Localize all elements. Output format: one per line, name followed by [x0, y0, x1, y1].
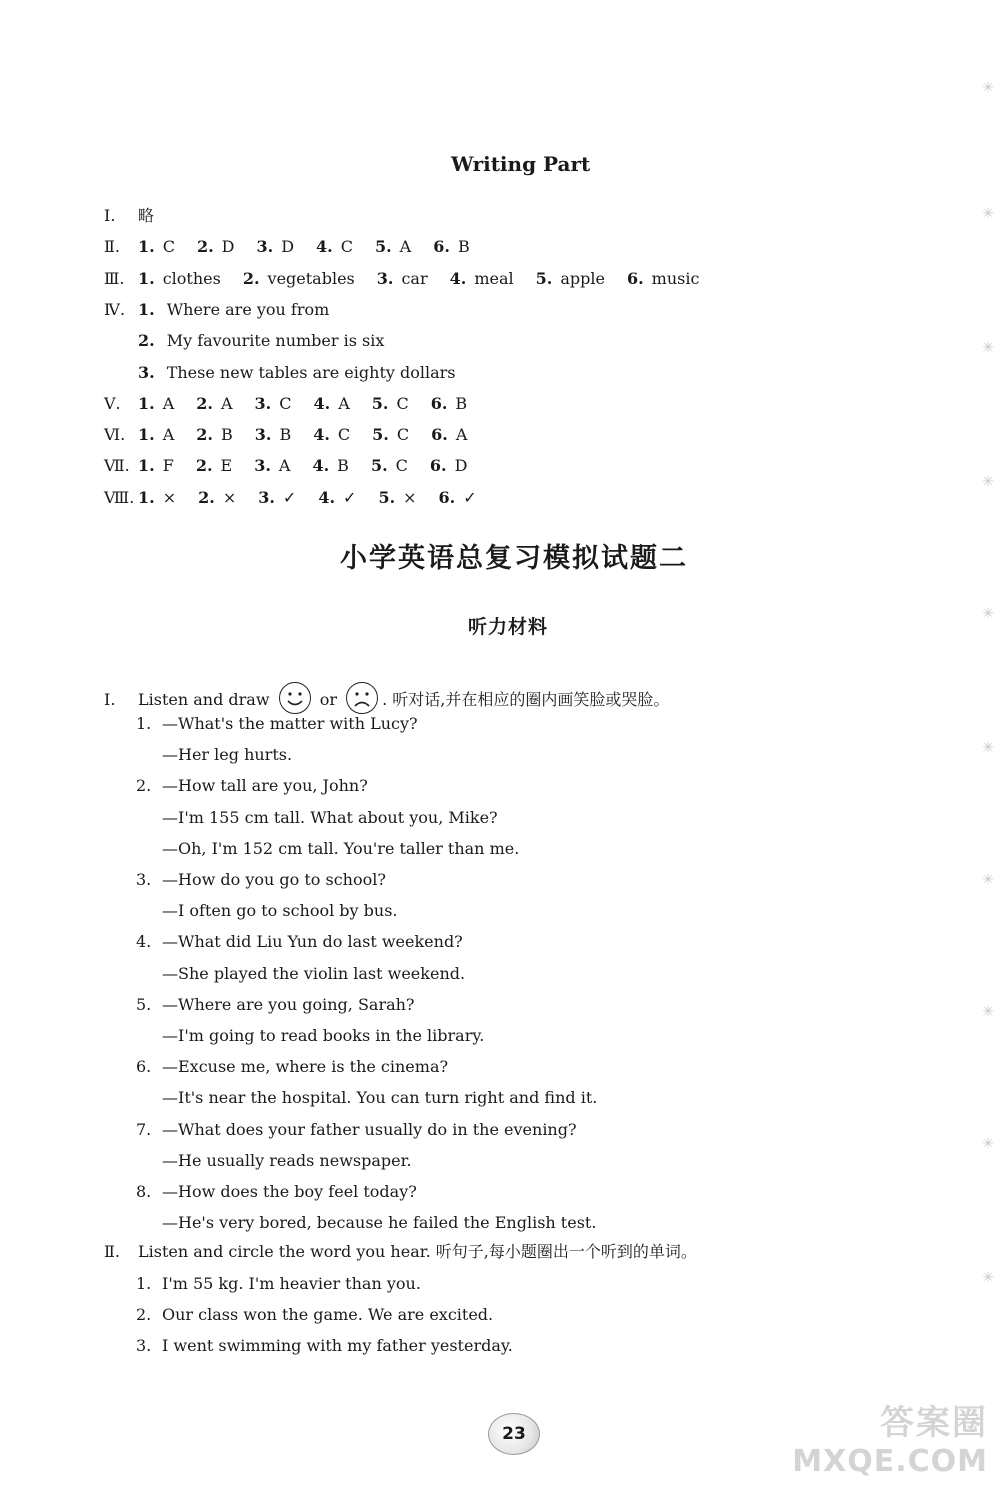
dialogue-line	[136, 714, 418, 734]
dialogue-text: —I'm 155 cm tall. What about you, Mike?	[162, 808, 498, 827]
dialogue-number: 6.	[136, 1057, 152, 1076]
answer-item	[372, 425, 409, 445]
answer-line	[104, 488, 477, 508]
answer-item	[138, 488, 176, 508]
answer-value: C	[340, 237, 353, 256]
dialogue-text: —She played the violin last weekend.	[162, 964, 466, 983]
answer-value: C	[395, 456, 408, 475]
answer-item	[258, 488, 296, 508]
sentence-number: 1.	[136, 1274, 152, 1293]
part1-roman: Ⅰ.	[104, 690, 116, 709]
answer-item	[318, 488, 356, 508]
edge-mark: ✳	[982, 206, 994, 222]
answer-line	[104, 237, 470, 257]
answer-item	[431, 394, 467, 414]
sad-face-icon	[346, 682, 378, 714]
answer-line	[104, 331, 384, 351]
answer-value: C	[396, 394, 409, 413]
answer-number: 1.	[138, 425, 155, 444]
section-roman: Ⅴ.	[104, 394, 121, 413]
answer-number: 4.	[316, 237, 333, 256]
section-roman: Ⅱ.	[104, 237, 120, 256]
dialogue-line	[136, 839, 519, 859]
dialogue-line	[136, 932, 463, 952]
answer-value: F	[162, 456, 174, 475]
answer-item	[378, 488, 416, 508]
dialogue-line	[136, 808, 498, 828]
dialogue-line	[136, 1088, 597, 1108]
answer-line	[104, 206, 154, 226]
answer-number: 3.	[376, 269, 394, 288]
answer-item	[372, 394, 409, 414]
answer-value: E	[220, 456, 233, 475]
section-roman: Ⅵ.	[104, 425, 126, 444]
answer-value: C	[279, 394, 292, 413]
answer-item	[433, 237, 469, 257]
dialogue-line	[136, 995, 415, 1015]
answer-value: vegetables	[267, 269, 355, 288]
answer-line	[104, 363, 456, 383]
dialogue-line	[136, 776, 368, 796]
answer-number: 1.	[138, 237, 155, 256]
answer-value: D	[454, 456, 468, 475]
answer-number: 6.	[626, 269, 644, 288]
answer-number: 6.	[438, 488, 456, 507]
edge-mark: ✳	[982, 1136, 994, 1152]
watermark-logo	[792, 1395, 988, 1479]
answer-number: 3.	[254, 394, 272, 413]
answer-number: 2.	[198, 488, 215, 507]
answer-item	[450, 269, 514, 289]
dialogue-number: 1.	[136, 714, 152, 733]
answer-item	[371, 456, 408, 476]
part1-instruction	[104, 682, 669, 714]
sentence-line	[136, 1336, 513, 1356]
answer-item	[198, 488, 236, 508]
answer-item	[138, 237, 175, 257]
answer-value: ✓	[282, 488, 297, 507]
answer-value: A	[278, 456, 291, 475]
section-roman: Ⅶ.	[104, 456, 130, 475]
answer-item	[197, 237, 235, 257]
edge-mark: ✳	[982, 340, 994, 356]
answer-number: 1.	[138, 269, 155, 288]
answer-value: D	[221, 237, 235, 256]
edge-mark: ✳	[982, 740, 994, 756]
answer-number: 6.	[430, 394, 448, 413]
answer-item	[255, 425, 291, 445]
answer-value: A	[338, 394, 350, 413]
answer-value: meal	[474, 269, 514, 288]
answer-number: 2.	[196, 425, 213, 444]
smiley-face-icon	[279, 682, 311, 714]
dialogue-number: 2.	[136, 776, 152, 795]
answer-number: 5.	[374, 237, 392, 256]
edge-mark: ✳	[982, 1270, 994, 1286]
edge-mark: ✳	[982, 606, 994, 622]
sentence-line	[136, 1274, 421, 1294]
answer-item	[256, 237, 294, 257]
answer-item	[312, 456, 348, 476]
sentence-text: Our class won the game. We are excited.	[162, 1305, 494, 1324]
answer-item	[196, 456, 232, 476]
answer-number: 3.	[258, 488, 275, 507]
dialogue-text: —Excuse me, where is the cinema?	[162, 1057, 449, 1076]
dialogue-line	[136, 1120, 577, 1140]
dialogue-text: —It's near the hospital. You can turn right and find it.	[162, 1088, 598, 1107]
answer-value: ×	[222, 488, 237, 507]
section-roman: Ⅲ.	[104, 269, 125, 288]
answer-number: 4.	[318, 488, 336, 507]
answer-line	[104, 456, 467, 476]
dialogue-text: —How does the boy feel today?	[162, 1182, 417, 1201]
edge-mark: ✳	[982, 80, 994, 96]
answer-number: 2.	[242, 269, 260, 288]
part1-instruction-pre: Listen and draw	[138, 690, 270, 709]
answer-line	[104, 300, 329, 320]
answer-value: clothes	[162, 269, 221, 288]
part2-instruction-line	[104, 1242, 697, 1262]
answer-value: B	[279, 425, 292, 444]
section-roman: Ⅳ.	[104, 300, 126, 319]
answer-item	[138, 394, 174, 414]
dialogue-number: 7.	[136, 1120, 152, 1139]
answer-value: C	[337, 425, 351, 444]
answer-text: 略	[138, 206, 155, 225]
sentence-text: I'm 55 kg. I'm heavier than you.	[162, 1274, 421, 1293]
answer-group	[138, 425, 467, 445]
answer-number: 6.	[433, 237, 450, 256]
answer-number: 4.	[449, 269, 467, 288]
answer-value: C	[162, 237, 175, 256]
listening-title: 听力材料	[468, 616, 549, 638]
dialogue-line	[136, 1151, 412, 1171]
answer-group	[138, 488, 477, 508]
answer-number: 4.	[313, 394, 331, 413]
answer-number: 5.	[535, 269, 553, 288]
dialogue-line	[136, 901, 398, 921]
dialogue-text: —Where are you going, Sarah?	[162, 995, 415, 1014]
sentence-number: 2.	[136, 1305, 152, 1324]
dialogue-number: 3.	[136, 870, 152, 889]
answer-value: A	[399, 237, 412, 256]
answer-value: ×	[162, 488, 177, 507]
dialogue-line	[136, 745, 292, 765]
sentence-line	[136, 1305, 493, 1325]
answer-value: ✓	[463, 488, 477, 507]
answer-item	[431, 425, 467, 445]
dialogue-line	[136, 1057, 448, 1077]
answer-value: apple	[560, 269, 605, 288]
dialogue-text: —Oh, I'm 152 cm tall. You're taller than me.	[162, 839, 520, 858]
sentence-text: I went swimming with my father yesterday.	[162, 1336, 513, 1355]
writing-part-title: Writing Part	[451, 152, 591, 176]
answer-text: These new tables are eighty dollars	[166, 363, 456, 382]
dialogue-text: —He usually reads newspaper.	[162, 1151, 412, 1170]
answer-number: 3.	[254, 425, 272, 444]
dialogue-text: —I often go to school by bus.	[162, 901, 398, 920]
answer-number: 1.	[138, 394, 155, 413]
answer-number: 5.	[378, 488, 396, 507]
answer-item	[196, 394, 232, 414]
answer-item	[313, 394, 349, 414]
dialogue-text: —What's the matter with Lucy?	[162, 714, 418, 733]
dialogue-text: —He's very bored, because he failed the English test.	[162, 1213, 597, 1232]
answer-number: 3.	[256, 237, 274, 256]
answer-group	[138, 456, 467, 476]
answer-item	[196, 425, 232, 445]
dialogue-text: —How tall are you, John?	[162, 776, 368, 795]
answer-number: 2.	[138, 331, 155, 350]
dialogue-line	[136, 1213, 596, 1233]
answer-group	[138, 269, 699, 289]
answer-value: B	[457, 237, 470, 256]
answer-number: 3.	[254, 456, 271, 475]
answer-value: A	[220, 394, 233, 413]
part1-instruction-or: or	[319, 690, 338, 709]
edge-mark: ✳	[982, 872, 994, 888]
dialogue-line	[136, 1026, 484, 1046]
answer-number: 4.	[312, 456, 330, 475]
dialogue-text: —How do you go to school?	[162, 870, 386, 889]
answer-text: Where are you from	[166, 300, 330, 319]
answer-item	[313, 425, 350, 445]
answer-line	[104, 394, 467, 414]
dialogue-text: —Her leg hurts.	[162, 745, 293, 764]
answer-item	[316, 237, 353, 257]
answer-item	[138, 425, 174, 445]
answer-item	[254, 456, 290, 476]
dialogue-number: 4.	[136, 932, 152, 951]
dialogue-text: —What does your father usually do in the evening?	[162, 1120, 577, 1139]
edge-mark: ✳	[982, 474, 994, 490]
test-title: 小学英语总复习模拟试题二	[340, 543, 688, 574]
answer-number: 2.	[195, 456, 213, 475]
answer-item	[377, 269, 428, 289]
answer-item	[243, 269, 355, 289]
answer-item	[255, 394, 292, 414]
answer-group	[138, 394, 467, 414]
dialogue-text: —I'm going to read books in the library.	[162, 1026, 485, 1045]
answer-number: 1.	[138, 300, 155, 319]
answer-group	[138, 237, 470, 257]
answer-item	[138, 456, 174, 476]
answer-number: 6.	[429, 456, 447, 475]
page-number: 23	[488, 1413, 540, 1455]
answer-value: music	[651, 269, 700, 288]
answer-number: 2.	[196, 394, 213, 413]
section-roman: Ⅷ.	[104, 488, 135, 507]
section-roman: Ⅰ.	[104, 206, 116, 225]
answer-value: A	[162, 394, 175, 413]
answer-value: C	[396, 425, 410, 444]
dialogue-line	[136, 870, 386, 890]
part2-roman: Ⅱ.	[104, 1242, 120, 1261]
answer-value: D	[281, 237, 295, 256]
answer-item	[439, 488, 477, 508]
answer-value: ✓	[343, 488, 357, 507]
dialogue-line	[136, 1182, 417, 1202]
part1-instruction-post: . 听对话,并在相应的圈内画笑脸或哭脸。	[382, 690, 670, 709]
answer-item	[627, 269, 699, 289]
answer-value: B	[455, 394, 468, 413]
answer-value: B	[337, 456, 349, 475]
watermark-logo-text: 答案圈	[880, 1403, 988, 1443]
watermark-url: MXQE.COM	[792, 1444, 988, 1479]
answer-number: 5.	[371, 394, 389, 413]
part2-instruction: Listen and circle the word you hear. 听句子,每小题圈出一个听到的单词。	[138, 1242, 697, 1261]
answer-number: 4.	[313, 425, 330, 444]
answer-number: 3.	[138, 363, 155, 382]
answer-line	[104, 425, 467, 445]
edge-mark: ✳	[982, 1004, 994, 1020]
answer-text: My favourite number is six	[166, 331, 385, 350]
answer-number: 1.	[138, 456, 155, 475]
answer-value: car	[401, 269, 428, 288]
answer-number: 5.	[370, 456, 388, 475]
sentence-number: 3.	[136, 1336, 152, 1355]
answer-item	[430, 456, 468, 476]
answer-item	[375, 237, 411, 257]
answer-value: B	[220, 425, 233, 444]
answer-value: ×	[403, 488, 417, 507]
dialogue-number: 8.	[136, 1182, 152, 1201]
answer-item	[138, 269, 221, 289]
answer-value: A	[162, 425, 175, 444]
dialogue-text: —What did Liu Yun do last weekend?	[162, 932, 463, 951]
answer-number: 6.	[431, 425, 448, 444]
answer-item	[536, 269, 605, 289]
dialogue-line	[136, 964, 465, 984]
dialogue-number: 5.	[136, 995, 152, 1014]
answer-value: A	[455, 425, 468, 444]
answer-line	[104, 269, 699, 289]
answer-number: 2.	[196, 237, 214, 256]
answer-number: 5.	[372, 425, 389, 444]
answer-number: 1.	[138, 488, 155, 507]
